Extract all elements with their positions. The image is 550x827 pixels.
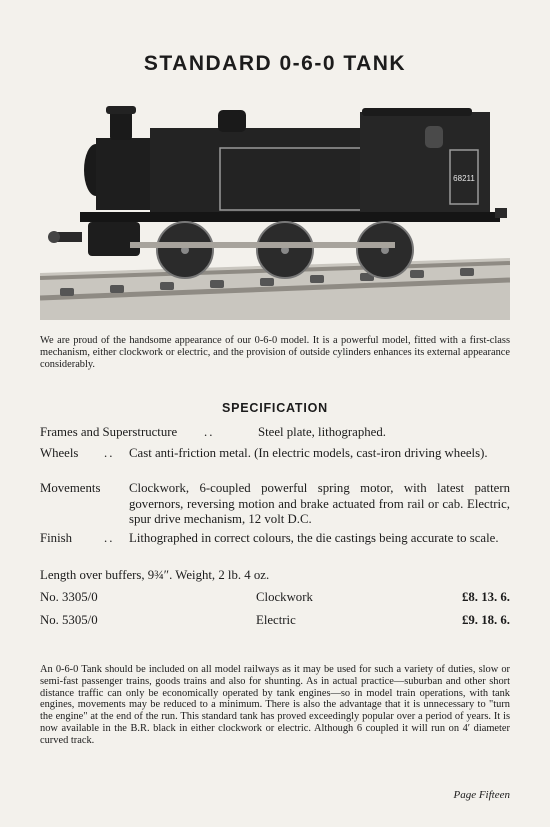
spec-value: Cast anti-friction metal. (In electric models, cast-iron driving wheels). [129,446,488,460]
spec-value: Steel plate, lithographed. [258,425,386,439]
spec-frames [40,425,510,441]
model-number: No. 5305/0 [40,613,98,627]
locomotive-number: 68211 [453,174,475,183]
specification-heading: SPECIFICATION [221,401,328,415]
spec-label: Finish [40,531,73,545]
spec-dots: .. [204,425,215,439]
page-title: STANDARD 0-6-0 TANK [143,52,407,75]
spec-wheels [40,446,510,478]
locomotive-photo [40,98,510,320]
spec-value: Clockwork, 6-coupled powerful spring motor, with latest pattern governors, reversing motion and brake actuated from rail or cab. Electric, spur drive mechanism, 12 volt D.C. [129,481,510,526]
length-weight: Length over buffers, 9¾″. Weight, 2 lb. 4 oz. [40,568,270,582]
model-number: No. 3305/0 [40,590,98,604]
spec-label: Wheels [40,446,79,460]
model-type: Clockwork [256,590,313,604]
spec-finish [40,531,510,563]
spec-value: Lithographed in correct colours, the die castings being accurate to scale. [129,531,499,545]
spec-label: Movements [40,481,101,495]
spec-dots: .. [104,446,115,460]
spec-dots: .. [104,531,115,545]
model-price: £8. 13. 6. [462,590,510,604]
model-row [40,590,510,606]
model-row [40,613,510,629]
description-paragraph: An 0-6-0 Tank should be included on all model railways as it may be used for such a variety of duties, slow or semi-fast passenger trains, goods trains and also for shunting. As in actual practice—suburban and other short distance traffic can only be economically operated by tank engines—so in model train operations, with tank engines, movements may be reduced to a minimum. There is also the advantage that it is unnecessary to "turn the engine" at the end of the run. This standard tank has proved exceedingly popular over a period of years. It is now available in the B.R. black in either clockwork or electric. Although 6 coupled it will run on 4′ diameter curved track. [40,664,510,746]
spec-label: Frames and Superstructure [40,425,178,439]
page-number: Page Fifteen [453,789,510,801]
intro-paragraph: We are proud of the handsome appearance of our 0-6-0 model. It is a powerful model, fitted with a first-class mechanism, either clockwork or electric, and the provision of outside cylinders enhances its external appearance considerably. [40,335,510,370]
model-price: £9. 18. 6. [462,613,510,627]
spec-movements [40,481,510,529]
model-type: Electric [256,613,296,627]
